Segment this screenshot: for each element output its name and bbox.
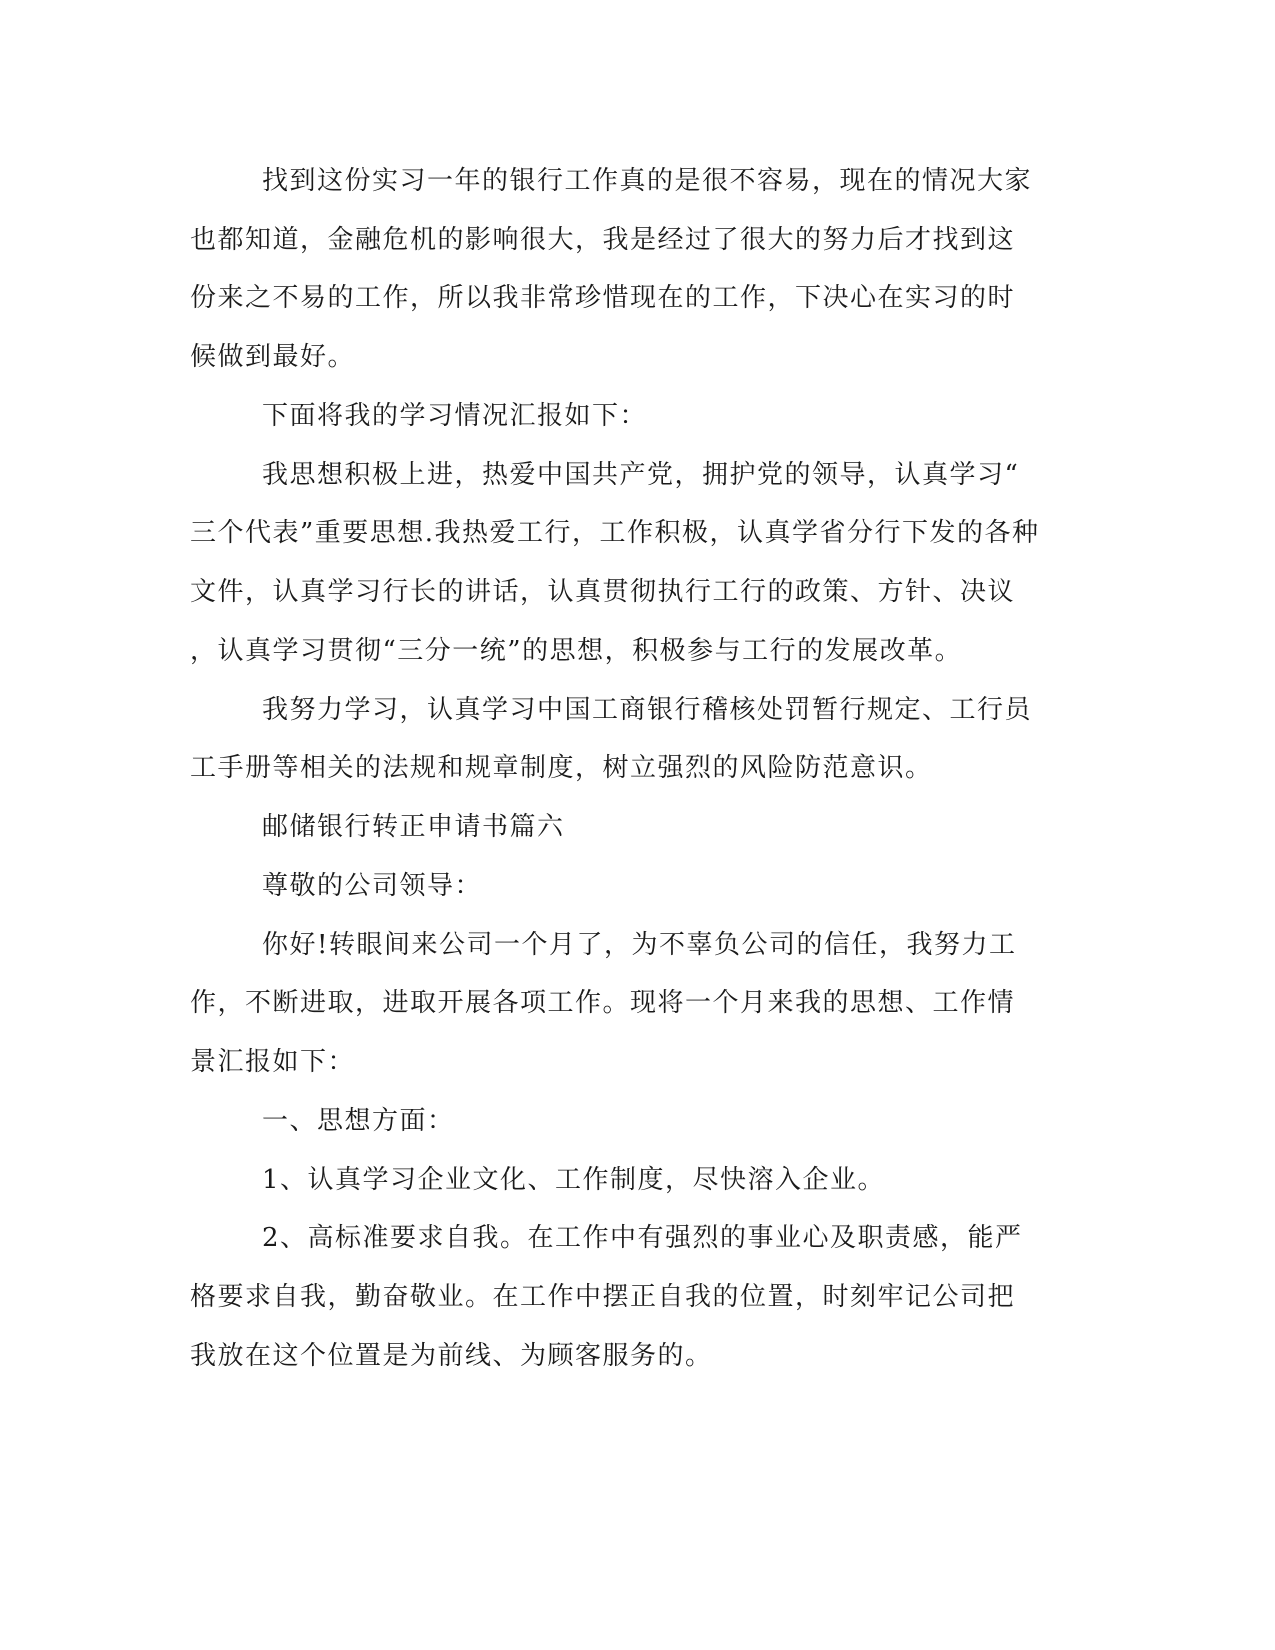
text-line: 三个代表”重要思想.我热爱工行，工作积极，认真学省分行下发的各种 [190, 518, 1040, 548]
text-line: 下面将我的学习情况汇报如下： [262, 401, 648, 431]
text-line: 景汇报如下： [190, 1047, 356, 1077]
section-heading: 邮储银行转正申请书篇六 [262, 812, 565, 842]
text-line: 格要求自我，勤奋敬业。在工作中摆正自我的位置，时刻牢记公司把 [190, 1282, 1016, 1312]
text-line: 份来之不易的工作，所以我非常珍惜现在的工作，下决心在实习的时 [190, 283, 1016, 313]
text-line: ，认真学习贯彻“三分一统”的思想，积极参与工行的发展改革。 [190, 636, 963, 666]
subsection-heading: 一、思想方面： [262, 1106, 455, 1136]
text-line: 我放在这个位置是为前线、为顾客服务的。 [190, 1341, 713, 1371]
text-line: 也都知道，金融危机的影响很大，我是经过了很大的努力后才找到这 [190, 225, 1016, 255]
list-item: 1、认真学习企业文化、工作制度，尽快溶入企业。 [262, 1165, 886, 1195]
text-line: 我努力学习，认真学习中国工商银行稽核处罚暂行规定、工行员 [262, 695, 1033, 725]
text-line: 文件，认真学习行长的讲话，认真贯彻执行工行的政策、方针、决议 [190, 577, 1016, 607]
text-line: 作，不断进取，进取开展各项工作。现将一个月来我的思想、工作情 [190, 988, 1016, 1018]
text-line: 我思想积极上进，热爱中国共产党，拥护党的领导，认真学习“ [262, 460, 1020, 490]
text-line: 工手册等相关的法规和规章制度，树立强烈的风险防范意识。 [190, 753, 933, 783]
text-line: 找到这份实习一年的银行工作真的是很不容易，现在的情况大家 [262, 166, 1033, 196]
salutation: 尊敬的公司领导： [262, 871, 483, 901]
text-line: 你好!转眼间来公司一个月了，为不辜负公司的信任，我努力工 [262, 930, 1017, 960]
list-item: 2、高标准要求自我。在工作中有强烈的事业心及职责感，能严 [262, 1223, 1023, 1253]
text-line: 候做到最好。 [190, 342, 356, 372]
